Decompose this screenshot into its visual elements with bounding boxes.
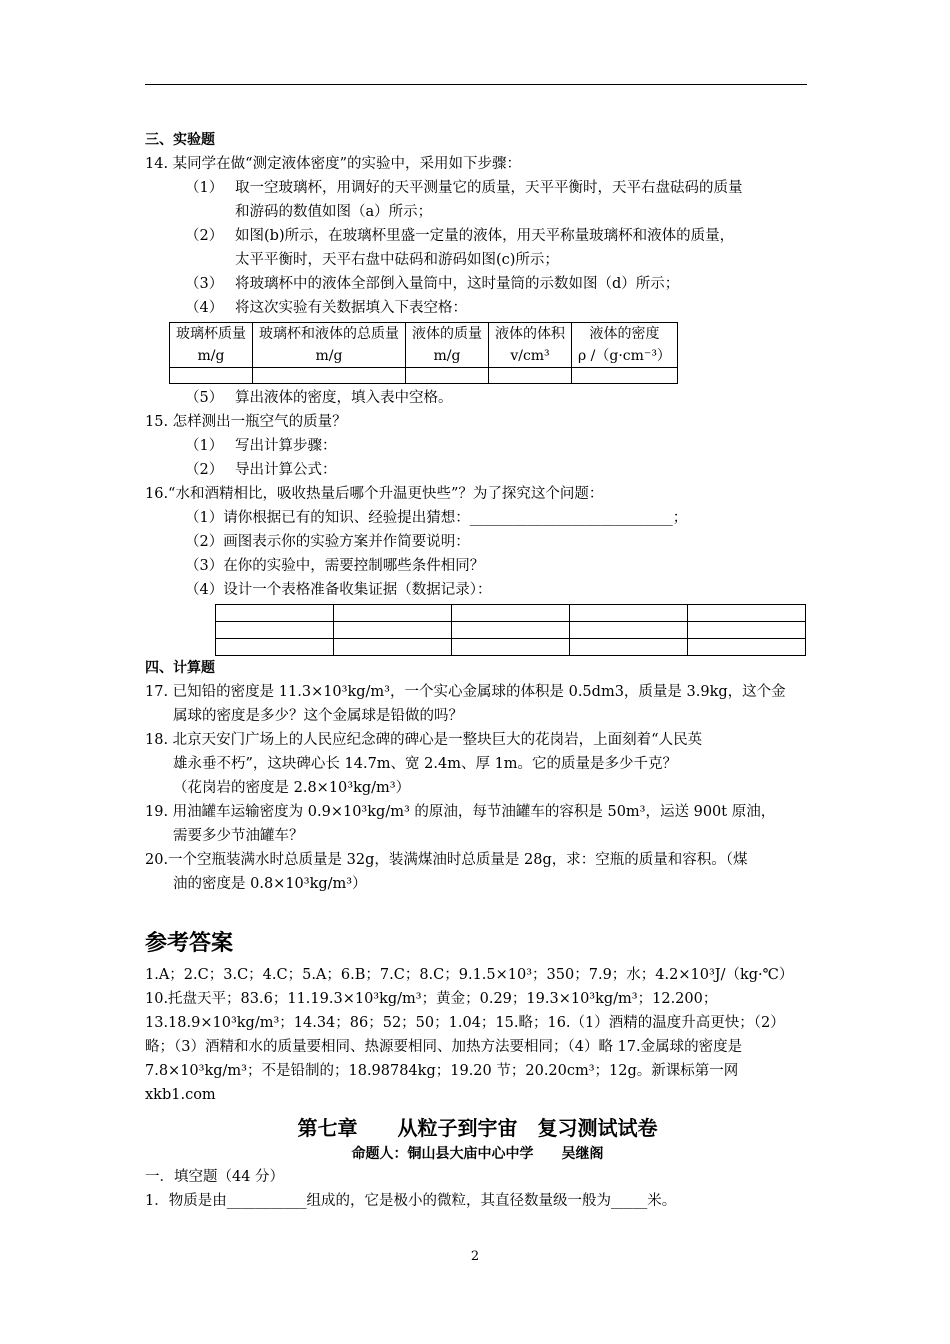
grid-cell[interactable] (570, 622, 688, 639)
q14-data-table (169, 322, 678, 384)
table-header-cell (572, 323, 678, 368)
step-text: 取一空玻璃杯，用调好的天平测量它的质量，天平平衡时，天平右盘砝码的质量 (235, 180, 743, 196)
step-text: 算出液体的密度，填入表中空格。 (235, 390, 453, 406)
step-label: （5） (185, 390, 224, 406)
q14-step-3 (145, 272, 810, 296)
table-row (216, 605, 806, 622)
page-number: 2 (470, 1249, 480, 1264)
table-header-cell (406, 323, 489, 368)
q14-step-4 (145, 296, 810, 320)
blank-cell[interactable] (253, 368, 406, 384)
table-blank-row (170, 368, 678, 384)
q16-item-4: （4）设计一个表格准备收集证据（数据记录）： (185, 582, 492, 598)
grid-cell[interactable] (688, 622, 806, 639)
col-unit: m/g (433, 348, 461, 364)
q17-line-2: 属球的密度是多少？这个金属球是铅做的吗？ (173, 708, 463, 724)
q15-step-1 (145, 434, 810, 458)
q19-line-1: 19. 用油罐车运输密度为 0.9×10³kg/m³ 的原油，每节油罐车的容积是 50m³，运送 900t 原油， (145, 804, 776, 820)
grid-cell[interactable] (452, 639, 570, 656)
q16-record-table (215, 604, 806, 656)
blank-cell[interactable] (406, 368, 489, 384)
table-header-cell (170, 323, 253, 368)
q18-line-2: 雄永垂不朽”，这块碑心长 14.7m、宽 2.4m、厚 1m。它的质量是多少千克？ (173, 756, 678, 772)
q14-step-1 (145, 176, 810, 200)
step-text: 导出计算公式： (235, 462, 337, 478)
col-unit: m/g (315, 348, 343, 364)
col-unit: ρ /（g·cm⁻³） (578, 348, 671, 364)
answers-text: 1.A；2.C；3.C；4.C；5.A；6.B；7.C；8.C；9.1.5×10³；350；7.9；水；4.2×10³J/（kg·℃）10.托盘天平；83.6；11.19.3×10³kg/m³；黄金；0.29；19.3×10³kg/m³；12.200；13.18.9×10³kg/m³；14.34；86；52；50；1.04；15.略；16.（1）酒精的温度升高更快；（2）略；（3）酒精和水的质量要相同、热源要相同、加热方法要相同；（4）略 17.金属球的密度是 7.8×10³kg/m³；不是铅制的；18.98784kg；19.20 节；20.20cm³；12g。新课标第一网 xkb1.com (145, 967, 794, 1103)
col-name: 液体的质量 (412, 326, 482, 342)
step-text: 将这次实验有关数据填入下表空格： (235, 300, 467, 316)
q14-step-1-cont: 和游码的数值如图（a）所示； (235, 204, 433, 220)
grid-cell[interactable] (688, 605, 806, 622)
answers-title: 参考答案 (145, 931, 234, 956)
q17-line-1: 17. 已知铅的密度是 11.3×10³kg/m³，一个实心金属球的体积是 0.5dm3，质量是 3.9kg，这个金 (145, 684, 786, 700)
q20-line-2: 油的密度是 0.8×10³kg/m³） (173, 876, 367, 892)
chapter-q1: 1．物质是由___________组成的，它是极小的微粒，其直径数量级一般为_____米。 (145, 1193, 677, 1209)
chapter-author: 命题人：铜山县大庙中心中学 吴继阁 (351, 1146, 604, 1162)
col-unit: v/cm³ (510, 348, 550, 364)
q14-step-2 (145, 224, 810, 248)
grid-cell[interactable] (570, 639, 688, 656)
grid-cell[interactable] (334, 622, 452, 639)
page-content (145, 128, 810, 1213)
q16-item-1: （1）请你根据已有的知识、经验提出猜想：____________________________； (185, 510, 688, 526)
grid-cell[interactable] (216, 639, 334, 656)
q16-item-2: （2）画图表示你的实验方案并作简要说明： (185, 534, 470, 550)
section-title-experiment: 三、实验题 (145, 132, 215, 148)
table-header-cell (489, 323, 572, 368)
grid-cell[interactable] (570, 605, 688, 622)
col-name: 液体的密度 (589, 326, 660, 342)
grid-cell[interactable] (452, 622, 570, 639)
table-header-row (170, 323, 678, 368)
q20-line-1: 20.一个空瓶装满水时总质量是 32g，装满煤油时总质量是 28g，求：空瓶的质量和容积。（煤 (145, 852, 748, 868)
q14-step-5 (145, 386, 810, 410)
col-name: 玻璃杯和液体的总质量 (259, 326, 399, 342)
chapter-title: 第七章 从粒子到宇宙 复习测试试卷 (297, 1116, 658, 1140)
blank-cell[interactable] (170, 368, 253, 384)
grid-cell[interactable] (452, 605, 570, 622)
q16-item-3: （3）在你的实验中，需要控制哪些条件相同？ (185, 558, 485, 574)
col-name: 玻璃杯质量 (176, 326, 246, 342)
grid-cell[interactable] (216, 622, 334, 639)
step-label: （4） (185, 300, 224, 316)
grid-cell[interactable] (334, 639, 452, 656)
step-label: （3） (185, 276, 224, 292)
q15-step-2 (145, 458, 810, 482)
step-label: （2） (185, 228, 224, 244)
step-label: （1） (185, 180, 224, 196)
step-text: 将玻璃杯中的液体全部倒入量筒中，这时量筒的示数如图（d）所示； (235, 276, 680, 292)
header-rule (145, 84, 807, 85)
q18-line-1: 18. 北京天安门广场上的人民应纪念碑的碑心是一整块巨大的花岗岩，上面刻着“人民英 (145, 732, 703, 748)
step-text: 如图(b)所示，在玻璃杯里盛一定量的液体，用天平称量玻璃杯和液体的质量， (235, 228, 735, 244)
col-unit: m/g (197, 348, 225, 364)
step-text: 写出计算步骤： (235, 438, 337, 454)
part1-title: 一．填空题（44 分） (145, 1169, 285, 1185)
q19-line-2: 需要多少节油罐车？ (173, 828, 304, 844)
blank-cell[interactable] (572, 368, 678, 384)
table-row (216, 622, 806, 639)
blank-cell[interactable] (489, 368, 572, 384)
table-row (216, 639, 806, 656)
col-name: 液体的体积 (495, 326, 565, 342)
grid-cell[interactable] (216, 605, 334, 622)
step-label: （2） (185, 462, 224, 478)
section-title-calculation: 四、计算题 (145, 660, 215, 676)
table-header-cell (253, 323, 406, 368)
q14-step-2-cont: 太平平衡时，天平右盘中砝码和游码如图(c)所示； (235, 252, 559, 268)
grid-cell[interactable] (334, 605, 452, 622)
q16-stem: 16.“水和酒精相比，吸收热量后哪个升温更快些”？为了探究这个问题： (145, 486, 604, 502)
q18-line-3: （花岗岩的密度是 2.8×10³kg/m³） (173, 780, 411, 796)
q15-stem: 15. 怎样测出一瓶空气的质量？ (145, 414, 347, 430)
grid-cell[interactable] (688, 639, 806, 656)
q14-stem: 14. 某同学在做“测定液体密度”的实验中，采用如下步骤： (145, 156, 521, 172)
step-label: （1） (185, 438, 224, 454)
